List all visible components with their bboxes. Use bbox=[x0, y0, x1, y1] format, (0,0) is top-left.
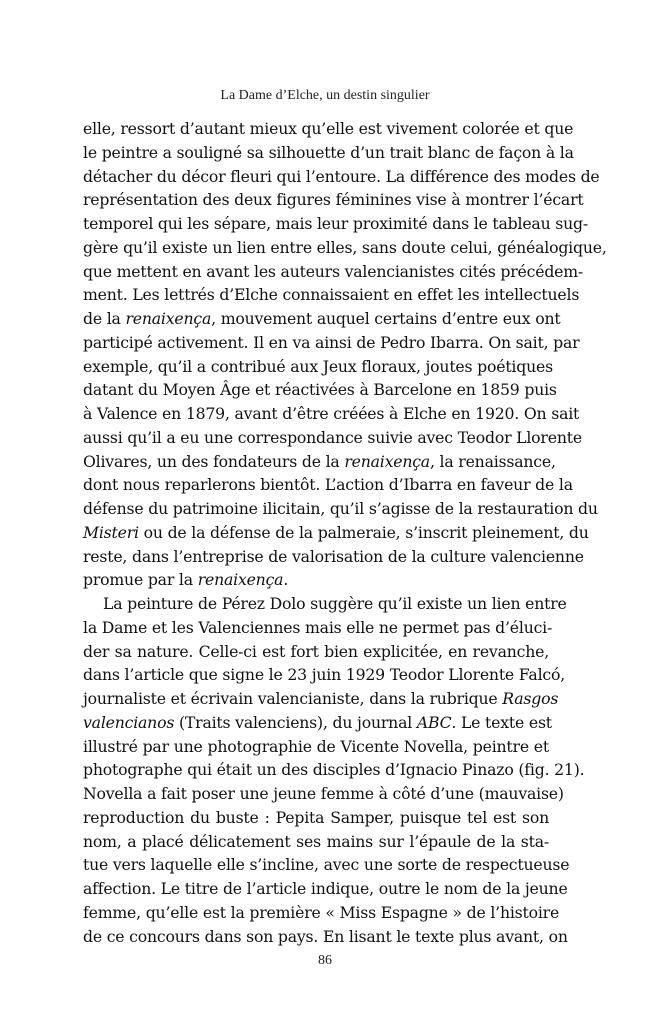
text-line bbox=[83, 236, 607, 260]
text-run: , mouvement auquel certains d’entre eux ont bbox=[211, 309, 561, 328]
text-run: promue par la bbox=[83, 570, 198, 590]
text-line bbox=[83, 568, 549, 592]
text-run: La peinture de Pérez Dolo suggère qu’il existe un lien entre bbox=[103, 594, 567, 613]
text-line bbox=[83, 830, 549, 854]
text-line bbox=[83, 640, 549, 664]
text-line bbox=[83, 188, 584, 212]
text-line bbox=[83, 616, 553, 640]
text-run: , la renaissance, bbox=[429, 451, 556, 471]
text-line bbox=[83, 497, 598, 521]
text-line bbox=[83, 378, 557, 402]
text-run: exemple, qu’il a contribué aux Jeux floraux, joutes poétiques bbox=[83, 356, 553, 376]
text-run: illustré par une photographie de Vicente Novella, peintre et bbox=[83, 736, 549, 756]
text-line bbox=[83, 426, 582, 450]
text-line bbox=[83, 758, 585, 782]
text-line bbox=[83, 141, 574, 165]
text-run: ou de la défense de la palmeraie, s’inscrit pleinement, du bbox=[138, 522, 589, 542]
text-run: tue vers laquelle elle s’incline, avec une sorte de respectueuse bbox=[83, 855, 570, 875]
text-line bbox=[83, 355, 553, 379]
text-run: journaliste et écrivain valencianiste, dans la rubrique bbox=[83, 689, 503, 708]
paragraph-1 bbox=[83, 117, 607, 592]
text-line bbox=[83, 307, 561, 331]
text-line bbox=[83, 806, 549, 830]
text-run: photographe qui était un des disciples d’Ignacio Pinazo (fig. 21). bbox=[83, 760, 585, 780]
text-run: . bbox=[283, 570, 289, 590]
text-run: reste, dans l’entreprise de valorisation de la culture valencienne bbox=[83, 546, 584, 566]
text-run: (Traits valenciens), du journal bbox=[174, 712, 417, 732]
text-line bbox=[83, 735, 549, 759]
text-run: femme, qu’elle est la première « Miss Espagne » de l’histoire bbox=[83, 902, 560, 922]
text-line bbox=[83, 260, 584, 284]
text-line bbox=[83, 877, 568, 901]
running-head: La Dame d’Elche, un destin singulier bbox=[220, 88, 430, 103]
text-run: gère qu’il existe un lien entre elles, sans doute celui, généalogique, bbox=[83, 237, 607, 257]
text-run: le peintre a souligné sa silhouette d’un trait blanc de façon à la bbox=[83, 142, 574, 162]
text-line bbox=[83, 545, 584, 569]
text-run: de la bbox=[83, 309, 126, 328]
text-run: détacher du décor fleuri qui l’entoure. La différence des modes de bbox=[83, 166, 600, 186]
italic-text: valencianos bbox=[83, 712, 175, 732]
text-run: la Dame et les Valenciennes mais elle ne permet pas d’éluci- bbox=[83, 617, 553, 637]
text-line bbox=[83, 663, 565, 687]
text-run: datant du Moyen Âge et réactivées à Barcelone en 1859 puis bbox=[83, 380, 557, 400]
text-run: reproduction du buste : Pepita Samper, puisque tel est son bbox=[83, 807, 549, 827]
text-line bbox=[83, 687, 559, 711]
italic-text: ABC bbox=[416, 712, 452, 732]
text-line bbox=[83, 853, 570, 877]
text-run: der sa nature. Celle-ci est fort bien explicitée, en revanche, bbox=[83, 641, 549, 661]
text-line bbox=[83, 925, 568, 949]
italic-text: renaixença bbox=[197, 570, 284, 590]
text-run: temporel qui les sépare, mais leur proximité dans le tableau sug- bbox=[83, 214, 588, 233]
page-number: 86 bbox=[318, 953, 332, 968]
text-run: Novella a fait poser une jeune femme à côté d’une (mauvaise) bbox=[83, 784, 564, 803]
text-line bbox=[83, 165, 600, 189]
text-run: participé activement. Il en va ainsi de Pedro Ibarra. On sait, par bbox=[83, 332, 580, 352]
paragraph-2 bbox=[83, 592, 585, 948]
text-line bbox=[83, 117, 574, 141]
text-line bbox=[83, 331, 580, 355]
text-line bbox=[83, 450, 556, 474]
text-run: nom, a placé délicatement ses mains sur l’épaule de la sta- bbox=[83, 831, 549, 851]
italic-text: Misteri bbox=[83, 522, 139, 542]
text-run: ment. Les lettrés d’Elche connaissaient en effet les intellectuels bbox=[83, 285, 580, 305]
text-line bbox=[83, 782, 564, 806]
body-text bbox=[83, 117, 607, 948]
text-run: affection. Le titre de l’article indique, outre le nom de la jeune bbox=[83, 879, 568, 898]
text-line bbox=[83, 473, 573, 497]
text-line bbox=[83, 901, 560, 925]
text-run: à Valence en 1879, avant d’être créées à Elche en 1920. On sait bbox=[83, 404, 580, 423]
text-line bbox=[83, 592, 567, 616]
text-run: de ce concours dans son pays. En lisant le texte plus avant, on bbox=[83, 926, 568, 946]
italic-text: renaixença bbox=[344, 451, 430, 471]
text-run: que mettent en avant les auteurs valencianistes cités précédem- bbox=[83, 261, 584, 281]
italic-text: renaixença bbox=[125, 309, 212, 328]
text-line bbox=[83, 711, 552, 735]
text-line bbox=[83, 402, 580, 426]
text-run: Olivares, un des fondateurs de la bbox=[83, 451, 345, 471]
italic-text: Rasgos bbox=[502, 689, 559, 708]
text-run: défense du patrimoine ilicitain, qu’il s’agisse de la restauration du bbox=[83, 499, 598, 518]
text-run: aussi qu’il a eu une correspondance suivie avec Teodor Llorente bbox=[83, 427, 582, 447]
text-run: dans l’article que signe le 23 juin 1929 Teodor Llorente Falcó, bbox=[83, 665, 565, 685]
text-run: représentation des deux figures féminines vise à montrer l’écart bbox=[83, 190, 584, 210]
text-line bbox=[83, 283, 580, 307]
text-line bbox=[83, 521, 589, 545]
text-run: . Le texte est bbox=[451, 712, 552, 732]
text-run: elle, ressort d’autant mieux qu’elle est vivement colorée et que bbox=[83, 119, 574, 138]
text-line bbox=[83, 212, 588, 236]
text-run: dont nous reparlerons bientôt. L’action d’Ibarra en faveur de la bbox=[83, 475, 573, 495]
